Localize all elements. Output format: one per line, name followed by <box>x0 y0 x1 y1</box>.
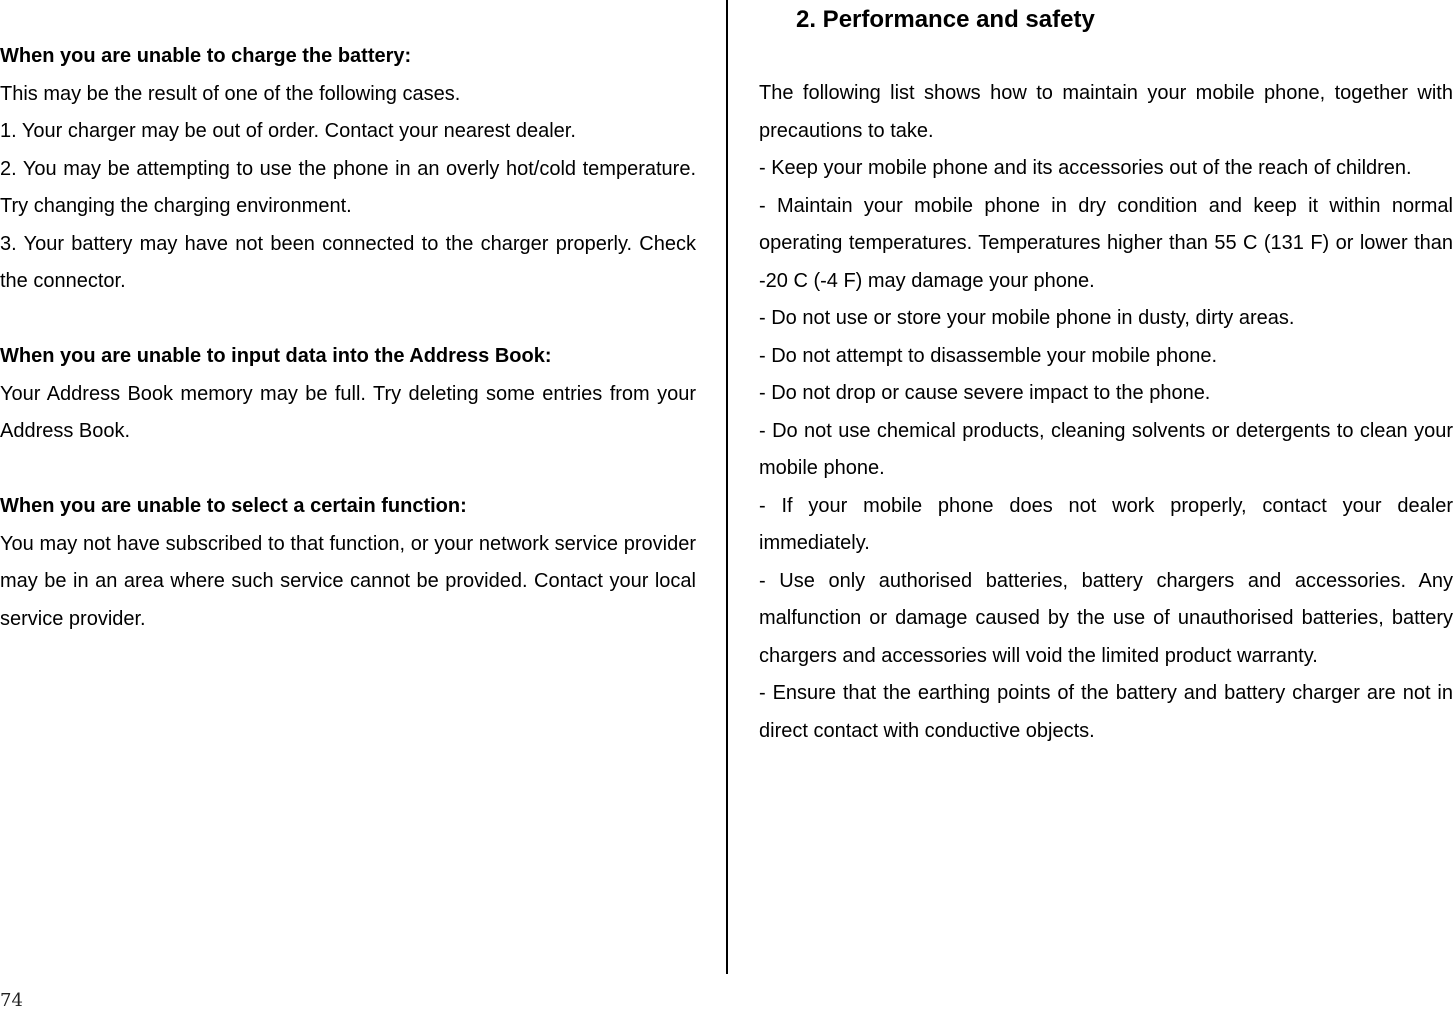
safety-item: - Ensure that the earthing points of the battery and battery charger are not in direct contact with conductive objects. <box>759 682 1453 742</box>
spacer <box>0 451 696 489</box>
right-column <box>759 0 1453 750</box>
page-number: 74 <box>0 990 23 1011</box>
section-heading-charge-battery: When you are unable to charge the battery: <box>0 45 412 67</box>
safety-item: - Do not use or store your mobile phone in dusty, dirty areas. <box>759 307 1295 329</box>
column-divider <box>726 0 728 974</box>
section-title: 2. Performance and safety <box>796 6 1095 33</box>
paragraph: This may be the result of one of the following cases. <box>0 82 461 105</box>
section-heading-select-function: When you are unable to select a certain function: <box>0 495 467 517</box>
paragraph: You may not have subscribed to that function, or your network service provider may be in an area where such service cannot be provided. Contact your local service provider. <box>0 532 696 630</box>
safety-item: - Do not drop or cause severe impact to the phone. <box>759 382 1211 404</box>
safety-item: - Use only authorised batteries, battery chargers and accessories. Any malfunction or damage caused by the use of unauthorised batteries, battery chargers and accessories will void the limited product warranty. <box>759 569 1453 667</box>
left-column <box>0 38 696 638</box>
safety-item: - If your mobile phone does not work properly, contact your dealer immediately. <box>759 494 1453 554</box>
paragraph: 2. You may be attempting to use the phone in an overly hot/cold temperature. Try changing the charging environment. <box>0 157 696 217</box>
safety-item: - Maintain your mobile phone in dry condition and keep it within normal operating temperatures. Temperatures higher than 55 C (131 F) or lower than -20 C (-4 F) may damage your phone. <box>759 194 1453 292</box>
paragraph: 3. Your battery may have not been connected to the charger properly. Check the connector. <box>0 232 696 292</box>
paragraph: 1. Your charger may be out of order. Contact your nearest dealer. <box>0 120 576 142</box>
safety-item: - Do not use chemical products, cleaning solvents or detergents to clean your mobile phone. <box>759 419 1453 479</box>
safety-item: - Do not attempt to disassemble your mobile phone. <box>759 344 1218 367</box>
intro-paragraph: The following list shows how to maintain your mobile phone, together with precautions to take. <box>759 82 1453 142</box>
spacer <box>0 301 696 339</box>
safety-item: - Keep your mobile phone and its accessories out of the reach of children. <box>759 157 1412 179</box>
spacer <box>759 40 1453 75</box>
paragraph: Your Address Book memory may be full. Try deleting some entries from your Address Book. <box>0 382 696 442</box>
section-heading-address-book: When you are unable to input data into the Address Book: <box>0 345 552 367</box>
